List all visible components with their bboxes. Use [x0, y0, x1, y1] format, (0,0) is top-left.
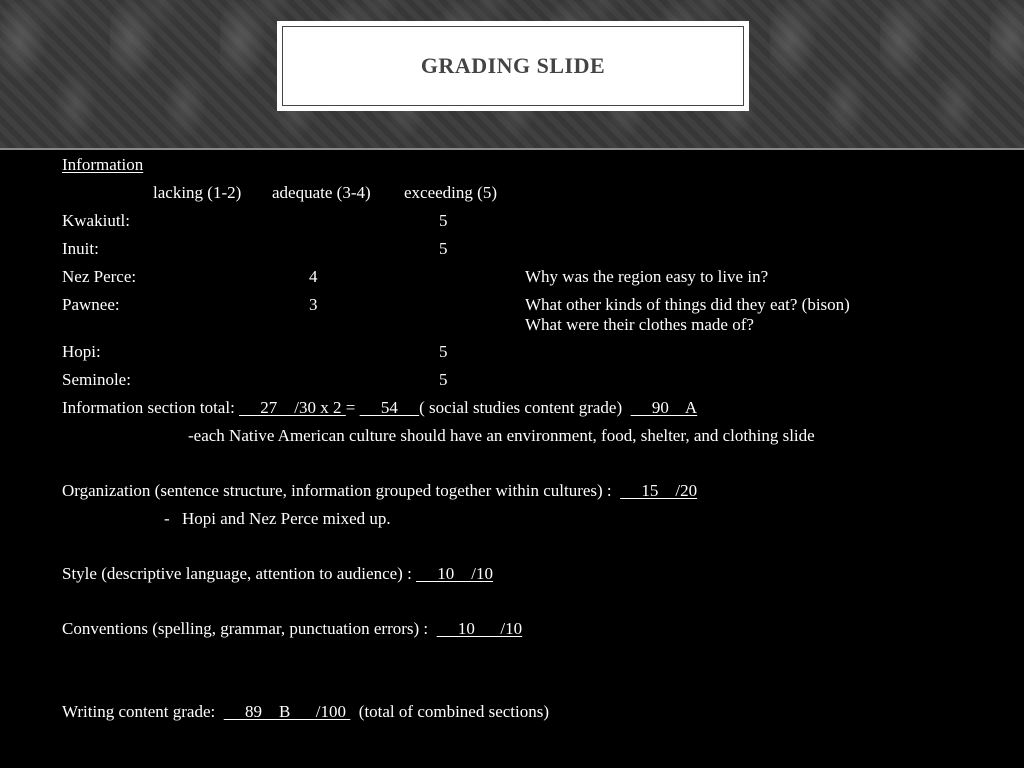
organization-line [62, 481, 697, 501]
culture-note-pawnee: What other kinds of things did they eat? (bison) [525, 295, 850, 314]
title-box [277, 21, 749, 111]
culture-score-seminole: 5 [439, 370, 448, 389]
scale-exceeding: exceeding (5) [404, 183, 497, 202]
information-total-label: Information section total: [62, 398, 235, 417]
header-divider [0, 148, 1024, 150]
scale-adequate: adequate (3-4) [272, 183, 371, 202]
writing-line [62, 702, 549, 722]
scale-lacking: lacking (1-2) [153, 183, 242, 202]
writing-label: Writing content grade: [62, 702, 216, 721]
information-total-line [62, 398, 697, 418]
information-total-doubled: 54 [359, 398, 420, 417]
culture-name-nez-perce: Nez Perce: [62, 267, 137, 286]
culture-name-seminole: Seminole: [62, 370, 131, 389]
culture-name-kwakiutl: Kwakiutl: [62, 211, 130, 230]
style-line [62, 564, 493, 584]
culture-name-pawnee: Pawnee: [62, 295, 120, 314]
conventions-score: 10 /10 [436, 619, 523, 638]
conventions-line [62, 619, 522, 639]
culture-name-hopi: Hopi: [62, 342, 101, 361]
culture-score-pawnee: 3 [309, 295, 318, 314]
organization-label: Organization (sentence structure, information grouped together within cultures) : [62, 481, 612, 500]
culture-note-nez-perce: Why was the region easy to live in? [525, 267, 769, 286]
style-score: 10 /10 [416, 564, 494, 583]
writing-note: (total of combined sections) [358, 702, 550, 721]
conventions-label: Conventions (spelling, grammar, punctuation errors) : [62, 619, 429, 638]
organization-comment: Hopi and Nez Perce mixed up. [182, 509, 391, 528]
culture-note-pawnee-2: What were their clothes made of? [525, 315, 754, 334]
culture-score-inuit: 5 [439, 239, 448, 258]
information-heading: Information [62, 155, 144, 174]
slide-title: GRADING SLIDE [420, 53, 606, 78]
culture-score-kwakiutl: 5 [439, 211, 448, 230]
culture-name-inuit: Inuit: [62, 239, 99, 258]
information-comment: -each Native American culture should have an environment, food, shelter, and clothing slide [188, 426, 815, 445]
organization-score: 15 /20 [620, 481, 698, 500]
writing-score: 89 B /100 [223, 702, 351, 721]
content-grade-label: ( social studies content grade) [419, 398, 623, 417]
style-label: Style (descriptive language, attention to audience) : [62, 564, 412, 583]
content-grade-value: 90 A [630, 398, 698, 417]
culture-score-nez-perce: 4 [309, 267, 318, 286]
equals-sign: = [345, 398, 356, 417]
organization-bullet: - [164, 509, 170, 528]
information-total-score: 27 /30 x 2 [239, 398, 346, 417]
culture-score-hopi: 5 [439, 342, 448, 361]
